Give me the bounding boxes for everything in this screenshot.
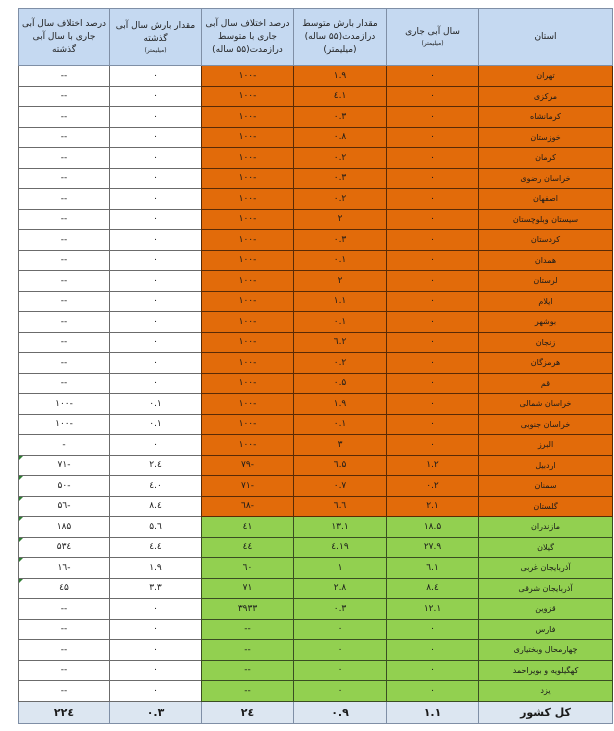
province-cell: تهران: [479, 66, 613, 87]
percent-vs-last-year-cell: [19, 496, 110, 517]
last-year-cell: ۰: [110, 619, 202, 640]
province-cell: بوشهر: [479, 312, 613, 333]
percent-vs-last-year-cell: [19, 537, 110, 558]
table-row: [19, 414, 613, 435]
table-row: [19, 250, 613, 271]
percent-vs-last-year-cell: --: [19, 660, 110, 681]
total-current: ۱.۱: [387, 701, 479, 723]
longterm-average-cell: ۱.۹: [294, 394, 387, 415]
province-cell: کرمان: [479, 148, 613, 169]
last-year-cell: ۳.۳: [110, 578, 202, 599]
percent-vs-last-year-cell: -۱۰۰: [19, 414, 110, 435]
current-year-cell: ۰: [387, 414, 479, 435]
table-row: [19, 66, 613, 87]
table-row: [19, 476, 613, 497]
percent-vs-last-year-cell: [19, 578, 110, 599]
percent-vs-last-year-cell: --: [19, 619, 110, 640]
percent-vs-last-year-cell: [19, 558, 110, 579]
current-year-cell: ۱۲.۱: [387, 599, 479, 620]
cell-indicator-icon: [19, 476, 23, 480]
total-row: [19, 701, 613, 723]
last-year-cell: ۰: [110, 86, 202, 107]
table-row: [19, 168, 613, 189]
current-year-cell: ۰: [387, 353, 479, 374]
percent-vs-average-cell: -۱۰۰: [202, 271, 294, 292]
province-cell: آذربایجان غربی: [479, 558, 613, 579]
province-cell: مرکزی: [479, 86, 613, 107]
province-cell: لرستان: [479, 271, 613, 292]
percent-vs-average-cell: -۱۰۰: [202, 189, 294, 210]
province-cell: همدان: [479, 250, 613, 271]
percent-vs-average-cell: -۱۰۰: [202, 291, 294, 312]
longterm-average-cell: ۲: [294, 271, 387, 292]
cell-value: -۵٦: [57, 501, 71, 512]
percent-vs-average-cell: -۱۰۰: [202, 312, 294, 333]
total-average: ۰.۹: [294, 701, 387, 723]
current-year-cell: ۰: [387, 66, 479, 87]
percent-vs-last-year-cell: --: [19, 250, 110, 271]
province-cell: سمنان: [479, 476, 613, 497]
table-row: [19, 189, 613, 210]
percent-vs-average-cell: ۳۹۳۳: [202, 599, 294, 620]
longterm-average-cell: ۰.۱: [294, 312, 387, 333]
percent-vs-last-year-cell: -۱۰۰: [19, 394, 110, 415]
last-year-cell: ٤.۲: [110, 455, 202, 476]
percent-vs-last-year-cell: --: [19, 209, 110, 230]
table-row: [19, 455, 613, 476]
longterm-average-cell: ۲.٦: [294, 332, 387, 353]
percent-vs-last-year-cell: --: [19, 127, 110, 148]
last-year-cell: ٤.٤: [110, 537, 202, 558]
table-row: [19, 291, 613, 312]
last-year-cell: ۰: [110, 353, 202, 374]
percent-vs-average-cell: ٦۰: [202, 558, 294, 579]
last-year-cell: ۰: [110, 599, 202, 620]
percent-vs-average-cell: -۱۰۰: [202, 148, 294, 169]
current-year-cell: ۰: [387, 619, 479, 640]
percent-vs-last-year-cell: --: [19, 271, 110, 292]
percent-vs-last-year-cell: --: [19, 107, 110, 128]
longterm-average-cell: ۳: [294, 435, 387, 456]
current-year-cell: ۰.۲: [387, 476, 479, 497]
percent-vs-average-cell: -٦۸: [202, 496, 294, 517]
longterm-average-cell: ۰.۷: [294, 476, 387, 497]
percent-vs-average-cell: -۱۰۰: [202, 353, 294, 374]
cell-indicator-icon: [19, 579, 23, 583]
percent-vs-average-cell: -۷۱: [202, 476, 294, 497]
province-cell: کرمانشاه: [479, 107, 613, 128]
percent-vs-average-cell: -۱۰۰: [202, 107, 294, 128]
current-year-cell: ۰: [387, 209, 479, 230]
last-year-cell: ۰: [110, 332, 202, 353]
table-row: [19, 660, 613, 681]
cell-indicator-icon: [19, 497, 23, 501]
longterm-average-cell: ۱۳.۱: [294, 517, 387, 538]
province-cell: کهگیلویه و بویراحمد: [479, 660, 613, 681]
last-year-cell: ٦.۵: [110, 517, 202, 538]
cell-value: -۱٦: [57, 562, 71, 573]
last-year-cell: ۰: [110, 312, 202, 333]
table-row: [19, 209, 613, 230]
last-year-cell: ۰: [110, 66, 202, 87]
table-row: [19, 148, 613, 169]
province-cell: ایلام: [479, 291, 613, 312]
percent-vs-last-year-cell: --: [19, 332, 110, 353]
current-year-cell: ۰: [387, 127, 479, 148]
last-year-cell: ۱.۹: [110, 558, 202, 579]
table-row: [19, 517, 613, 538]
province-cell: گلستان: [479, 496, 613, 517]
percent-vs-last-year-cell: --: [19, 230, 110, 251]
current-year-cell: ۰: [387, 86, 479, 107]
province-cell: گیلان: [479, 537, 613, 558]
last-year-cell: ۰: [110, 271, 202, 292]
last-year-cell: ۰: [110, 189, 202, 210]
last-year-cell: ۰: [110, 107, 202, 128]
last-year-cell: ۰: [110, 168, 202, 189]
longterm-average-cell: ۰.۲: [294, 189, 387, 210]
percent-vs-last-year-cell: --: [19, 189, 110, 210]
cell-value: -۵۰: [57, 480, 71, 491]
percent-vs-last-year-cell: --: [19, 66, 110, 87]
table-row: [19, 127, 613, 148]
rainfall-table: [18, 8, 613, 724]
province-cell: اردبیل: [479, 455, 613, 476]
percent-vs-average-cell: -۱۰۰: [202, 168, 294, 189]
percent-vs-last-year-cell: [19, 455, 110, 476]
percent-vs-last-year-cell: -: [19, 435, 110, 456]
percent-vs-last-year-cell: --: [19, 373, 110, 394]
longterm-average-cell: ۰.۳: [294, 230, 387, 251]
table-row: [19, 373, 613, 394]
cell-value: ۱۸۵: [56, 521, 72, 532]
last-year-cell: ۰: [110, 209, 202, 230]
percent-vs-average-cell: --: [202, 619, 294, 640]
longterm-average-cell: ۰.۱: [294, 414, 387, 435]
longterm-average-cell: ٦.٦: [294, 496, 387, 517]
table-row: [19, 578, 613, 599]
last-year-cell: ٤.۸: [110, 496, 202, 517]
percent-vs-average-cell: -۱۰۰: [202, 250, 294, 271]
province-cell: آذربایجان شرقی: [479, 578, 613, 599]
header-last-year: مقدار بارش سال آبی گذشته (میلیمتر): [110, 9, 202, 66]
province-cell: مازندران: [479, 517, 613, 538]
percent-vs-average-cell: -۱۰۰: [202, 209, 294, 230]
table-row: [19, 619, 613, 640]
longterm-average-cell: ۰: [294, 660, 387, 681]
percent-vs-average-cell: --: [202, 640, 294, 661]
percent-vs-average-cell: --: [202, 681, 294, 702]
table-row: [19, 681, 613, 702]
table-row: [19, 435, 613, 456]
percent-vs-last-year-cell: [19, 517, 110, 538]
current-year-cell: ۱۸.۵: [387, 517, 479, 538]
percent-vs-last-year-cell: --: [19, 168, 110, 189]
percent-vs-average-cell: ٤۱: [202, 517, 294, 538]
province-cell: یزد: [479, 681, 613, 702]
province-cell: چهارمحال وبختیاری: [479, 640, 613, 661]
province-cell: قم: [479, 373, 613, 394]
province-cell: خراسان رضوی: [479, 168, 613, 189]
table-row: [19, 86, 613, 107]
last-year-cell: ۰.۱: [110, 414, 202, 435]
percent-vs-last-year-cell: --: [19, 312, 110, 333]
longterm-average-cell: ۰: [294, 681, 387, 702]
province-cell: قزوین: [479, 599, 613, 620]
current-year-cell: ۰: [387, 435, 479, 456]
table-row: [19, 599, 613, 620]
current-year-cell: ۰: [387, 189, 479, 210]
current-year-cell: ۰: [387, 271, 479, 292]
last-year-cell: ۰: [110, 230, 202, 251]
percent-vs-average-cell: -۱۰۰: [202, 66, 294, 87]
percent-vs-last-year-cell: --: [19, 291, 110, 312]
total-label: کل کشور: [479, 701, 613, 723]
longterm-average-cell: ۱.٤: [294, 86, 387, 107]
current-year-cell: ۲۷.۹: [387, 537, 479, 558]
percent-vs-last-year-cell: --: [19, 681, 110, 702]
last-year-cell: ۰: [110, 127, 202, 148]
percent-vs-last-year-cell: [19, 476, 110, 497]
percent-vs-last-year-cell: --: [19, 640, 110, 661]
percent-vs-average-cell: -۱۰۰: [202, 373, 294, 394]
longterm-average-cell: ۵.٦: [294, 455, 387, 476]
longterm-average-cell: ۱.۹: [294, 66, 387, 87]
longterm-average-cell: ۰.۱: [294, 250, 387, 271]
longterm-average-cell: ۰.۳: [294, 168, 387, 189]
longterm-average-cell: ۰: [294, 619, 387, 640]
table-row: [19, 107, 613, 128]
last-year-cell: ۰.۱: [110, 394, 202, 415]
last-year-cell: ۰: [110, 373, 202, 394]
cell-indicator-icon: [19, 538, 23, 542]
header-province: استان: [479, 9, 613, 66]
longterm-average-cell: ۱: [294, 558, 387, 579]
last-year-cell: ۰: [110, 250, 202, 271]
longterm-average-cell: ۲.۸: [294, 578, 387, 599]
current-year-cell: ۰: [387, 168, 479, 189]
total-percent-last-year: ۲۲٤: [19, 701, 110, 723]
table-row: [19, 640, 613, 661]
current-year-cell: ۰: [387, 230, 479, 251]
cell-value: ٤۵: [59, 583, 69, 594]
percent-vs-average-cell: -۱۰۰: [202, 230, 294, 251]
total-percent-average: ۲٤: [202, 701, 294, 723]
table-row: [19, 394, 613, 415]
table-row: [19, 558, 613, 579]
province-cell: خراسان جنوبی: [479, 414, 613, 435]
rainfall-table-container: [18, 8, 612, 724]
table-row: [19, 271, 613, 292]
header-current-year: سال آبی جاری (میلیمتر): [387, 9, 479, 66]
longterm-average-cell: ۲: [294, 209, 387, 230]
current-year-cell: ۰: [387, 291, 479, 312]
percent-vs-average-cell: -۷۹: [202, 455, 294, 476]
table-row: [19, 496, 613, 517]
longterm-average-cell: ۱.۱: [294, 291, 387, 312]
longterm-average-cell: ۱۹.٤: [294, 537, 387, 558]
province-cell: اصفهان: [479, 189, 613, 210]
table-row: [19, 537, 613, 558]
province-cell: خوزستان: [479, 127, 613, 148]
last-year-cell: ۰: [110, 148, 202, 169]
header-percent-vs-last-year: درصد اختلاف سال آبی جاری با سال آبی گذشته: [19, 9, 110, 66]
longterm-average-cell: ۰.۲: [294, 148, 387, 169]
province-cell: خراسان شمالی: [479, 394, 613, 415]
percent-vs-average-cell: --: [202, 660, 294, 681]
percent-vs-last-year-cell: --: [19, 148, 110, 169]
longterm-average-cell: ۰.۳: [294, 599, 387, 620]
table-row: [19, 353, 613, 374]
cell-indicator-icon: [19, 558, 23, 562]
current-year-cell: ۰: [387, 312, 479, 333]
province-cell: البرز: [479, 435, 613, 456]
cell-indicator-icon: [19, 517, 23, 521]
percent-vs-average-cell: ۷۱: [202, 578, 294, 599]
province-cell: زنجان: [479, 332, 613, 353]
header-row: [19, 9, 613, 66]
current-year-cell: ۰: [387, 332, 479, 353]
percent-vs-average-cell: -۱۰۰: [202, 127, 294, 148]
current-year-cell: ۰: [387, 394, 479, 415]
total-last-year: ۰.۳: [110, 701, 202, 723]
header-percent-vs-average: درصد اختلاف سال آبی جاری با متوسط درازمدت(۵۵ ساله): [202, 9, 294, 66]
percent-vs-average-cell: ٤٤: [202, 537, 294, 558]
longterm-average-cell: ۰.۵: [294, 373, 387, 394]
current-year-cell: ٤.۸: [387, 578, 479, 599]
current-year-cell: ۰: [387, 681, 479, 702]
last-year-cell: ۰: [110, 660, 202, 681]
current-year-cell: ۱.٦: [387, 558, 479, 579]
percent-vs-last-year-cell: --: [19, 353, 110, 374]
longterm-average-cell: ۰.۳: [294, 107, 387, 128]
last-year-cell: ۰: [110, 291, 202, 312]
province-cell: فارس: [479, 619, 613, 640]
longterm-average-cell: ۰.۸: [294, 127, 387, 148]
current-year-cell: ۰: [387, 640, 479, 661]
percent-vs-last-year-cell: --: [19, 86, 110, 107]
province-cell: هرمزگان: [479, 353, 613, 374]
longterm-average-cell: ۰: [294, 640, 387, 661]
header-longterm-average: مقدار بارش متوسط درازمدت(۵۵ ساله) (میلیمتر): [294, 9, 387, 66]
last-year-cell: ۰.٤: [110, 476, 202, 497]
percent-vs-average-cell: -۱۰۰: [202, 394, 294, 415]
table-row: [19, 230, 613, 251]
percent-vs-average-cell: -۱۰۰: [202, 414, 294, 435]
cell-value: ۵۳٤: [56, 542, 72, 553]
current-year-cell: ۰: [387, 148, 479, 169]
percent-vs-last-year-cell: --: [19, 599, 110, 620]
current-year-cell: ۲.۱: [387, 496, 479, 517]
province-cell: کردستان: [479, 230, 613, 251]
percent-vs-average-cell: -۱۰۰: [202, 435, 294, 456]
current-year-cell: ۰: [387, 250, 479, 271]
table-row: [19, 312, 613, 333]
cell-value: -۷۱: [57, 460, 71, 471]
current-year-cell: ۰: [387, 107, 479, 128]
province-cell: سیستان وبلوچستان: [479, 209, 613, 230]
last-year-cell: ۰: [110, 681, 202, 702]
longterm-average-cell: ۰.۲: [294, 353, 387, 374]
percent-vs-average-cell: -۱۰۰: [202, 86, 294, 107]
percent-vs-average-cell: -۱۰۰: [202, 332, 294, 353]
last-year-cell: ۰: [110, 435, 202, 456]
last-year-cell: ۰: [110, 640, 202, 661]
current-year-cell: ۱.۲: [387, 455, 479, 476]
current-year-cell: ۰: [387, 373, 479, 394]
table-body: [19, 66, 613, 702]
cell-indicator-icon: [19, 456, 23, 460]
current-year-cell: ۰: [387, 660, 479, 681]
table-row: [19, 332, 613, 353]
